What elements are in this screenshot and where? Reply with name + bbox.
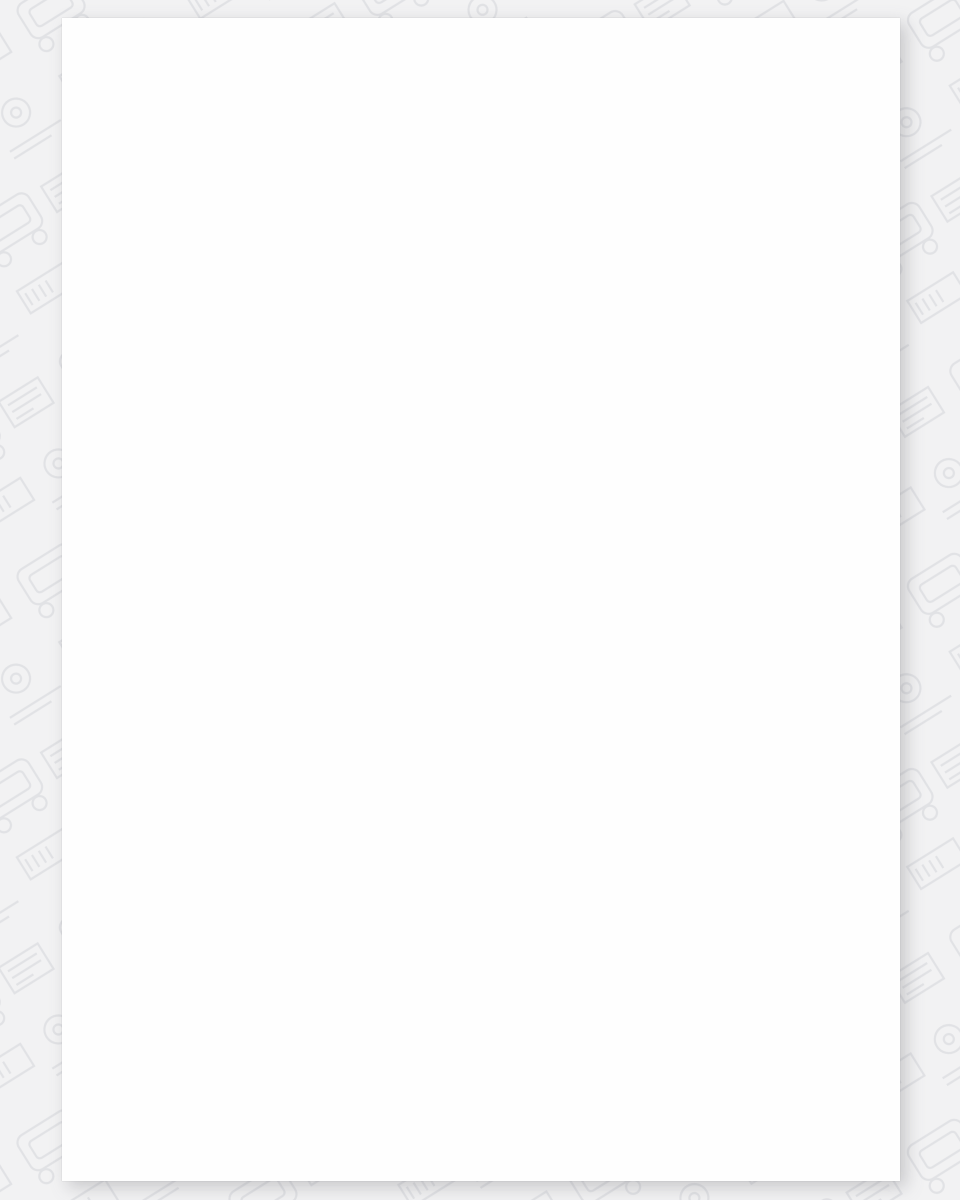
document-page bbox=[62, 18, 900, 1181]
